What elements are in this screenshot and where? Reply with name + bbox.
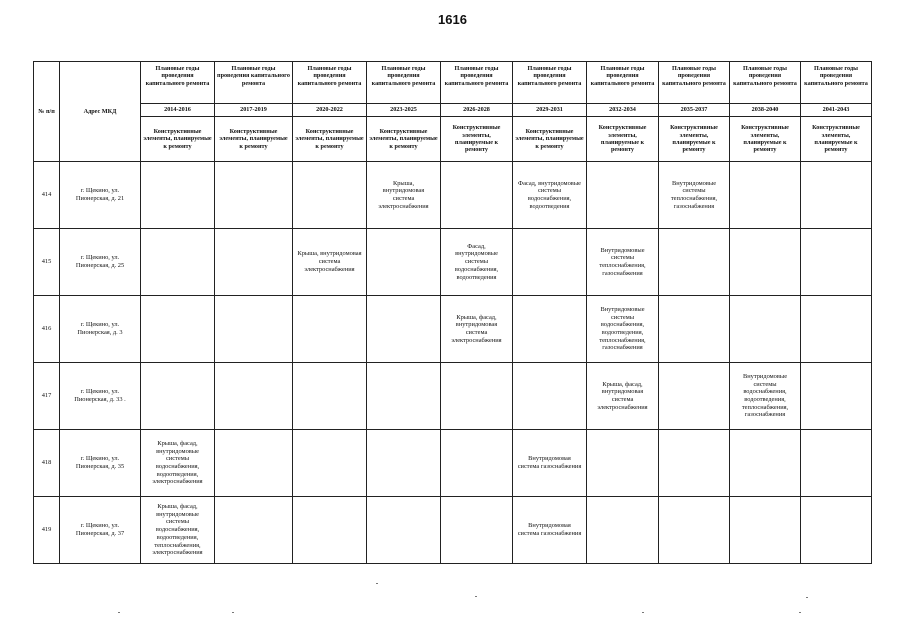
period-header: Плановые годы проведения капитального ремонта	[801, 62, 872, 104]
period-header: Плановые годы проведения капитального ремонта	[730, 62, 801, 104]
period-header: Плановые годы проведения капитального ремонта	[141, 62, 215, 104]
row-number: 415	[34, 229, 60, 296]
header-row-elements	[34, 117, 872, 162]
works-cell	[215, 296, 293, 363]
scan-speck	[118, 612, 120, 613]
elements-header: Конструктивные элементы, планируемые к ремонту	[513, 117, 587, 162]
works-cell	[293, 296, 367, 363]
scan-speck	[642, 612, 644, 613]
works-cell	[441, 363, 513, 430]
works-cell	[587, 162, 659, 229]
elements-header: Конструктивные элементы, планируемые к ремонту	[659, 117, 730, 162]
works-cell	[215, 363, 293, 430]
table-row	[34, 296, 872, 363]
building-address: г. Щекино, ул. Пионерская, д. 35	[60, 430, 141, 497]
works-cell	[730, 296, 801, 363]
works-cell	[730, 430, 801, 497]
works-cell	[730, 229, 801, 296]
works-cell	[441, 162, 513, 229]
works-cell: Внутридомовая система газоснабжения	[513, 497, 587, 564]
year-range-header: 2014-2016	[141, 104, 215, 117]
scan-speck	[232, 612, 234, 613]
scan-speck	[475, 596, 477, 597]
table-row	[34, 162, 872, 229]
works-cell	[293, 497, 367, 564]
header-row-years	[34, 104, 872, 117]
works-cell: Крыша, фасад, внутридомовые системы водоснабжения, водоотведения, электроснабжения	[141, 430, 215, 497]
year-range-header: 2017-2019	[215, 104, 293, 117]
works-cell	[730, 497, 801, 564]
works-cell: Фасад, внутридомовые системы водоснабжения, водоотведения	[513, 162, 587, 229]
period-header: Плановые годы проведения капитального ремонта	[587, 62, 659, 104]
elements-header: Конструктивные элементы, планируемые к ремонту	[730, 117, 801, 162]
works-cell	[801, 229, 872, 296]
works-cell: Крыша, фасад, внутридомовая система электроснабжения	[587, 363, 659, 430]
works-cell	[659, 296, 730, 363]
row-number: 414	[34, 162, 60, 229]
period-header: Плановые годы проведения капитального ремонта	[441, 62, 513, 104]
works-cell: Крыша, внутридомовая система электроснабжения	[367, 162, 441, 229]
works-cell: Крыша, фасад, внутридомовые системы водоснабжения, водоотведения, теплоснабжения, электроснабжения	[141, 497, 215, 564]
works-cell	[587, 430, 659, 497]
works-cell: Внутридомовые системы водоснабжения, водоотведения, теплоснабжения, газоснабжения	[587, 296, 659, 363]
table-row	[34, 430, 872, 497]
period-header: Плановые годы проведения капитального ремонта	[367, 62, 441, 104]
works-cell	[367, 497, 441, 564]
schedule-body	[34, 162, 872, 564]
works-cell	[293, 430, 367, 497]
building-address: г. Щекино, ул. Пионерская, д. 33 .	[60, 363, 141, 430]
works-cell: Крыша, внутридомовая система электроснабжения	[293, 229, 367, 296]
works-cell: Внутридомовые системы теплоснабжения, газоснабжения	[659, 162, 730, 229]
works-cell	[659, 497, 730, 564]
year-range-header: 2026-2028	[441, 104, 513, 117]
scan-speck	[376, 583, 378, 584]
year-range-header: 2032-2034	[587, 104, 659, 117]
works-cell	[141, 296, 215, 363]
table-row	[34, 497, 872, 564]
period-header: Плановые годы проведения капитального ремонта	[513, 62, 587, 104]
works-cell	[293, 162, 367, 229]
works-cell: Внутридомовая система газоснабжения	[513, 430, 587, 497]
works-cell	[141, 363, 215, 430]
year-range-header: 2038-2040	[730, 104, 801, 117]
works-cell	[215, 430, 293, 497]
row-number: 416	[34, 296, 60, 363]
works-cell	[513, 296, 587, 363]
works-cell	[215, 162, 293, 229]
elements-header: Конструктивные элементы, планируемые к ремонту	[367, 117, 441, 162]
works-cell	[367, 296, 441, 363]
row-number: 418	[34, 430, 60, 497]
year-range-header: 2035-2037	[659, 104, 730, 117]
year-range-header: 2020-2022	[293, 104, 367, 117]
works-cell	[367, 229, 441, 296]
scan-speck	[806, 597, 808, 598]
table-row	[34, 363, 872, 430]
works-cell	[801, 162, 872, 229]
table-row	[34, 229, 872, 296]
capital-repair-schedule-table	[33, 61, 872, 564]
works-cell	[141, 162, 215, 229]
building-address: г. Щекино, ул. Пионерская, д. 25	[60, 229, 141, 296]
works-cell	[441, 497, 513, 564]
works-cell	[367, 430, 441, 497]
building-address: г. Щекино, ул. Пионерская, д. 21	[60, 162, 141, 229]
works-cell	[801, 497, 872, 564]
works-cell	[513, 229, 587, 296]
year-range-header: 2023-2025	[367, 104, 441, 117]
scan-speck	[799, 612, 801, 613]
works-cell	[587, 497, 659, 564]
works-cell	[659, 363, 730, 430]
works-cell	[215, 229, 293, 296]
building-address: г. Щекино, ул. Пионерская, д. 3	[60, 296, 141, 363]
elements-header: Конструктивные элементы, планируемые к ремонту	[215, 117, 293, 162]
period-header: Плановые годы проведения капитального ремонта	[659, 62, 730, 104]
elements-header: Конструктивные элементы, планируемые к ремонту	[587, 117, 659, 162]
works-cell: Внутридомовые системы водоснабжения, водоотведения, теплоснабжения, газоснабжения	[730, 363, 801, 430]
works-cell: Фасад, внутридомовые системы водоснабжения, водоотведения	[441, 229, 513, 296]
works-cell	[441, 430, 513, 497]
works-cell: Крыша, фасад, внутридомовая система электроснабжения	[441, 296, 513, 363]
works-cell: Внутридомовые системы теплоснабжения, газоснабжения	[587, 229, 659, 296]
works-cell	[293, 363, 367, 430]
period-header: Плановые годы проведения капитального ремонта	[293, 62, 367, 104]
row-number: 419	[34, 497, 60, 564]
num-column-header: № п/п	[34, 62, 60, 162]
row-number: 417	[34, 363, 60, 430]
works-cell	[659, 430, 730, 497]
page-number: 1616	[438, 12, 467, 27]
works-cell	[801, 296, 872, 363]
building-address: г. Щекино, ул. Пионерская, д. 37	[60, 497, 141, 564]
elements-header: Конструктивные элементы, планируемые к ремонту	[141, 117, 215, 162]
period-header: Плановые годы проведения капитального ремонта	[215, 62, 293, 104]
address-column-header: Адрес МКД	[60, 62, 141, 162]
year-range-header: 2029-2031	[513, 104, 587, 117]
elements-header: Конструктивные элементы, планируемые к ремонту	[801, 117, 872, 162]
elements-header: Конструктивные элементы, планируемые к ремонту	[441, 117, 513, 162]
year-range-header: 2041-2043	[801, 104, 872, 117]
works-cell	[215, 497, 293, 564]
works-cell	[730, 162, 801, 229]
works-cell	[513, 363, 587, 430]
works-cell	[659, 229, 730, 296]
works-cell	[367, 363, 441, 430]
works-cell	[801, 430, 872, 497]
header-row-periods	[34, 62, 872, 104]
works-cell	[141, 229, 215, 296]
elements-header: Конструктивные элементы, планируемые к ремонту	[293, 117, 367, 162]
works-cell	[801, 363, 872, 430]
